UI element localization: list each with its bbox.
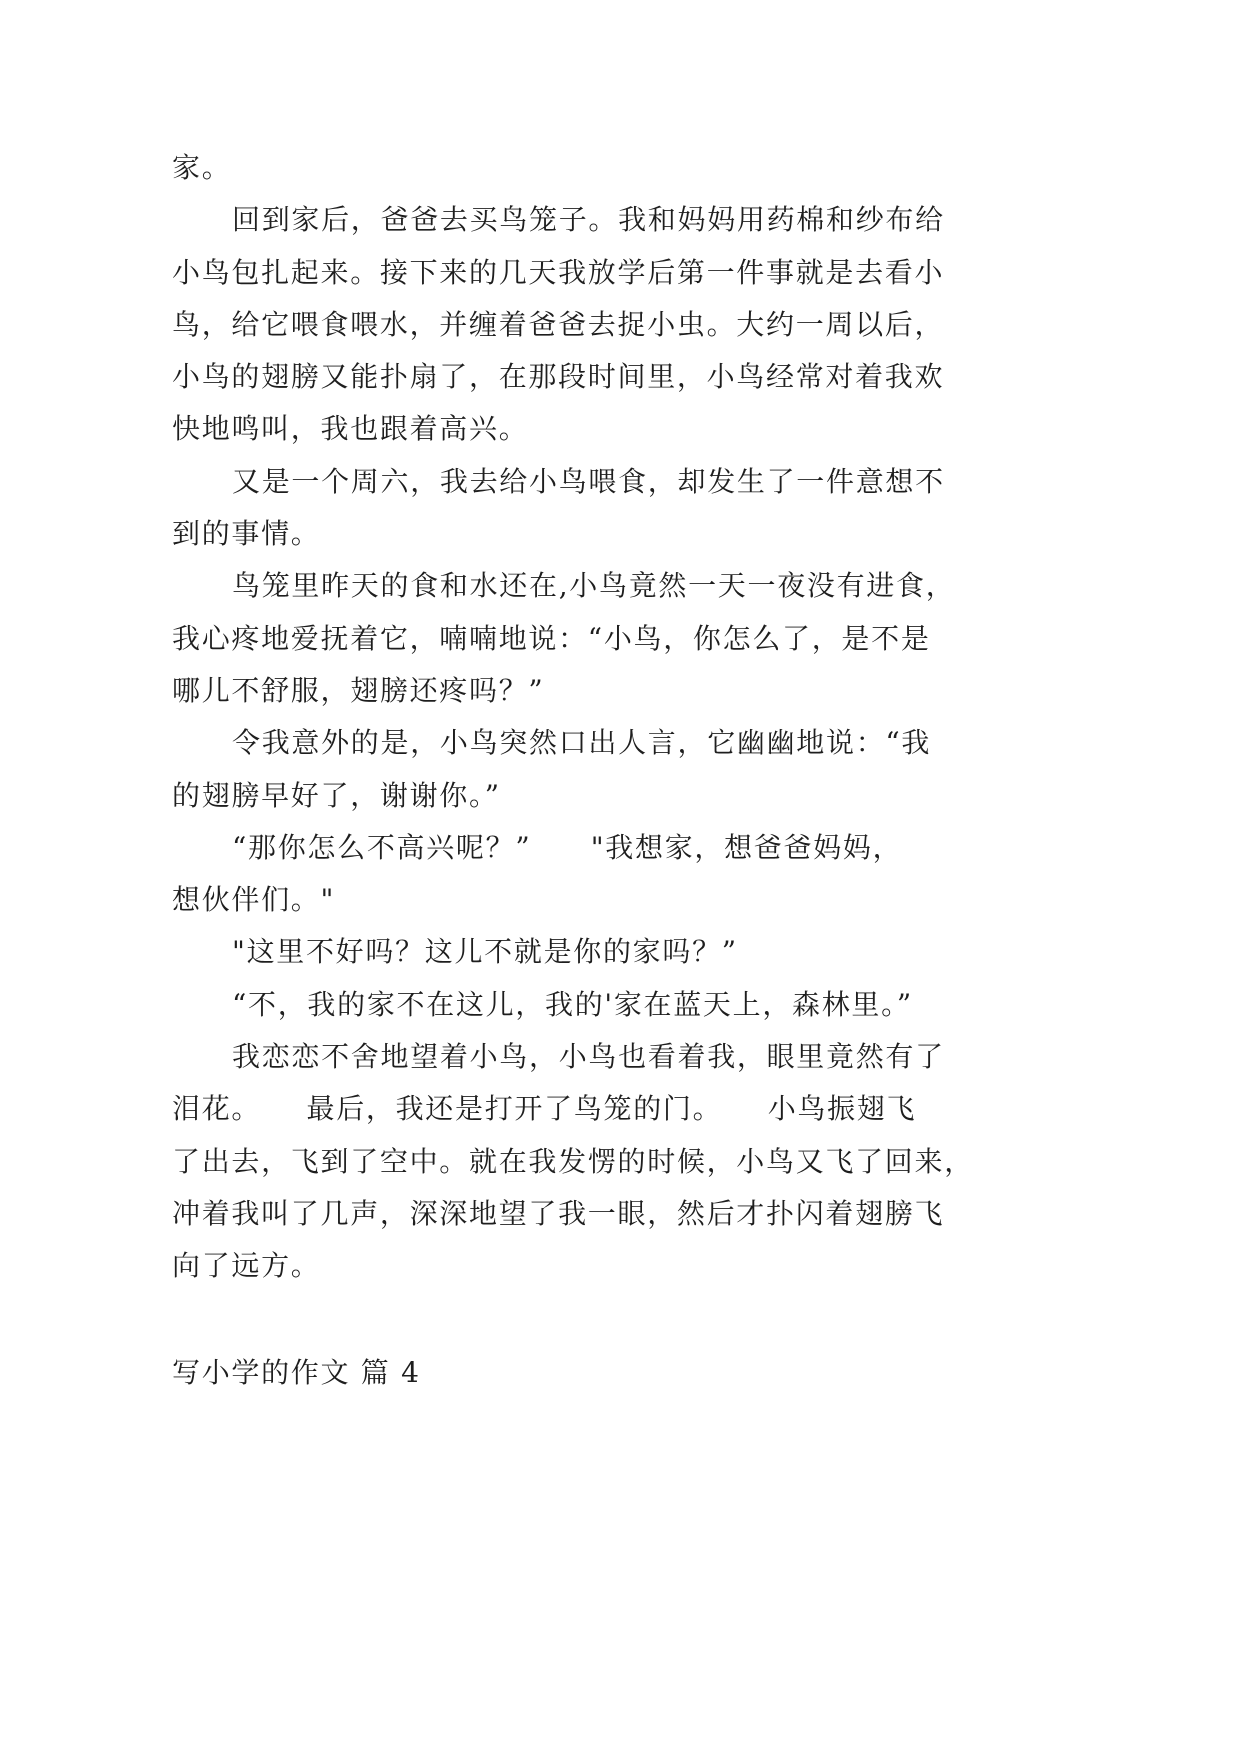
- text-line: 家。: [172, 151, 232, 184]
- text-line: 哪儿不舒服，翅膀还疼吗？”: [172, 673, 545, 707]
- text-line: 令我意外的是，小鸟突然口出人言，它幽幽地说：“我: [232, 726, 932, 760]
- text-line: 到的事情。: [172, 517, 321, 551]
- text-line: 又是一个周六，我去给小鸟喂食，却发生了一件意想不: [232, 464, 945, 498]
- text-line: 鸟，给它喂食喂水，并缠着爸爸去捉小虫。大约一周以后，: [172, 307, 945, 341]
- text-line: 小鸟包扎起来。接下来的几天我放学后第一件事就是去看小: [172, 255, 945, 289]
- text-line: “那你怎么不高兴呢？” "我想家，想爸爸妈妈，: [232, 830, 903, 864]
- essay-body: [172, 142, 972, 1293]
- text-line: 向了远方。: [172, 1249, 321, 1283]
- text-line: 回到家后，爸爸去买鸟笼子。我和妈妈用药棉和纱布给: [232, 203, 945, 237]
- text-line: 泪花。 最后，我还是打开了鸟笼的门。 小鸟振翅飞: [172, 1092, 917, 1126]
- text-line: 的翅膀早好了，谢谢你。”: [172, 778, 501, 812]
- text-line: 鸟笼里昨天的食和水还在,小鸟竟然一天一夜没有进食，: [232, 569, 956, 603]
- text-line: 快地鸣叫，我也跟着高兴。: [172, 412, 529, 446]
- text-line: 想伙伴们。": [172, 883, 336, 917]
- text-line: 小鸟的翅膀又能扑扇了，在那段时间里，小鸟经常对着我欢: [172, 360, 945, 394]
- text-line: 冲着我叫了几声，深深地望了我一眼，然后才扑闪着翅膀飞: [172, 1196, 945, 1230]
- text-line: 了出去，飞到了空中。就在我发愣的时候，小鸟又飞了回来，: [172, 1144, 974, 1178]
- text-line: "这里不好吗？这儿不就是你的家吗？”: [232, 935, 738, 969]
- section-title: 写小学的作文 篇 4: [172, 1356, 421, 1389]
- text-line: 我恋恋不舍地望着小鸟，小鸟也看着我，眼里竟然有了: [232, 1040, 945, 1074]
- text-line: 我心疼地爱抚着它，喃喃地说：“小鸟，你怎么了，是不是: [172, 621, 931, 655]
- text-line: “不，我的家不在这儿，我的'家在蓝天上，森林里。”: [232, 987, 913, 1021]
